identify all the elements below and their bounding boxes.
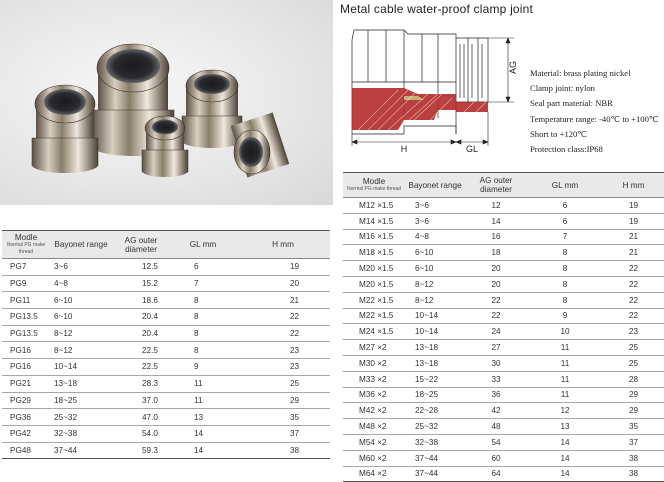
cell-model: M12 ×1.5 xyxy=(343,198,405,214)
header-h: H mm xyxy=(236,231,330,259)
dimension-gl-label: GL xyxy=(465,144,479,154)
pg-thread-table xyxy=(2,230,330,459)
cell-model: M33 ×2 xyxy=(343,371,405,387)
cell-gl: 14 xyxy=(527,466,603,482)
cell-bayonet-range: 4~8 xyxy=(50,275,112,292)
table-row xyxy=(343,276,664,292)
cell-ag-outer-diameter: 27 xyxy=(465,340,527,356)
cell-bayonet-range: 8~12 xyxy=(50,342,112,359)
cell-bayonet-range: 13~18 xyxy=(50,375,112,392)
table-row xyxy=(343,229,664,245)
table-row xyxy=(2,375,330,392)
cell-model: M54 ×2 xyxy=(343,434,405,450)
cell-h: 21 xyxy=(236,292,330,309)
cell-model: PG9 xyxy=(2,275,50,292)
cell-ag-outer-diameter: 48 xyxy=(465,419,527,435)
cell-gl: 7 xyxy=(170,275,236,292)
cell-h: 25 xyxy=(603,340,664,356)
cell-model: M22 ×1.5 xyxy=(343,308,405,324)
cell-ag-outer-diameter: 22.5 xyxy=(112,342,170,359)
cell-bayonet-range: 8~12 xyxy=(405,276,465,292)
cell-bayonet-range: 3~6 xyxy=(50,259,112,276)
cell-model: M18 ×1.5 xyxy=(343,245,405,261)
table-row xyxy=(343,198,664,214)
cell-gl: 11 xyxy=(527,355,603,371)
cell-gl: 11 xyxy=(170,392,236,409)
cell-model: PG48 xyxy=(2,442,50,459)
table-row xyxy=(343,403,664,419)
cell-bayonet-range: 6~10 xyxy=(405,245,465,261)
cell-gl: 11 xyxy=(527,371,603,387)
cell-ag-outer-diameter: 33 xyxy=(465,371,527,387)
table-row xyxy=(343,261,664,277)
cell-bayonet-range: 25~32 xyxy=(405,419,465,435)
cell-ag-outer-diameter: 47.0 xyxy=(112,409,170,426)
cell-bayonet-range: 6~10 xyxy=(405,261,465,277)
section-hatch xyxy=(352,88,488,130)
table-row xyxy=(343,340,664,356)
table-row xyxy=(2,359,330,376)
cell-model: M20 ×1.5 xyxy=(343,261,405,277)
table-row xyxy=(343,213,664,229)
cell-ag-outer-diameter: 18.6 xyxy=(112,292,170,309)
cable-glands-image xyxy=(0,0,333,205)
cell-ag-outer-diameter: 20.4 xyxy=(112,309,170,326)
header-gl: GL mm xyxy=(527,173,603,198)
cell-h: 22 xyxy=(603,276,664,292)
cell-gl: 14 xyxy=(170,425,236,442)
cell-h: 29 xyxy=(236,392,330,409)
table-row xyxy=(343,466,664,482)
cell-ag-outer-diameter: 20 xyxy=(465,261,527,277)
cell-h: 21 xyxy=(603,229,664,245)
cell-bayonet-range: 37~44 xyxy=(405,450,465,466)
cell-gl: 8 xyxy=(527,276,603,292)
cell-model: PG13.5 xyxy=(2,325,50,342)
cell-gl: 8 xyxy=(170,342,236,359)
cell-gl: 8 xyxy=(170,325,236,342)
spec-short-temperature: Short to +120℃ xyxy=(530,128,587,139)
metric-table-body xyxy=(343,198,664,482)
dimension-ag-label: AG xyxy=(508,60,518,74)
cell-gl: 8 xyxy=(170,292,236,309)
spec-material: Material: brass plating nickel xyxy=(530,68,631,78)
cell-gl: 14 xyxy=(527,434,603,450)
cell-gl: 14 xyxy=(527,450,603,466)
cell-ag-outer-diameter: 30 xyxy=(465,355,527,371)
cell-bayonet-range: 10~14 xyxy=(405,308,465,324)
cell-gl: 6 xyxy=(170,259,236,276)
cell-ag-outer-diameter: 12.5 xyxy=(112,259,170,276)
cell-model: M60 ×2 xyxy=(343,450,405,466)
specs-list xyxy=(530,66,659,157)
cell-h: 35 xyxy=(603,419,664,435)
table-row xyxy=(343,371,664,387)
cell-bayonet-range: 8~12 xyxy=(405,292,465,308)
table-row xyxy=(343,245,664,261)
cell-h: 22 xyxy=(603,308,664,324)
header-ag-outer-diameter: AG outer diameter xyxy=(465,173,527,198)
diagram-title: Metal cable water-proof clamp joint xyxy=(340,2,534,16)
cell-gl: 11 xyxy=(527,387,603,403)
cell-model: M27 ×2 xyxy=(343,340,405,356)
cell-h: 37 xyxy=(603,434,664,450)
cell-model: M64 ×2 xyxy=(343,466,405,482)
table-row xyxy=(343,419,664,435)
cell-gl: 13 xyxy=(170,409,236,426)
cell-gl: 9 xyxy=(527,308,603,324)
cell-h: 28 xyxy=(603,371,664,387)
cell-gl: 11 xyxy=(170,375,236,392)
cell-h: 25 xyxy=(603,355,664,371)
cell-ag-outer-diameter: 22 xyxy=(465,292,527,308)
cell-gl: 7 xyxy=(527,229,603,245)
table-row xyxy=(343,292,664,308)
cell-h: 19 xyxy=(603,213,664,229)
gland-left xyxy=(32,85,98,173)
cell-h: 20 xyxy=(236,275,330,292)
cell-bayonet-range: 15~22 xyxy=(405,371,465,387)
cell-ag-outer-diameter: 20.4 xyxy=(112,325,170,342)
header-modle: Modle Normal PG make thread xyxy=(2,231,50,259)
gland-small xyxy=(142,116,188,177)
table-row xyxy=(2,259,330,276)
spec-temperature-range: Temperature range: -40℃ to +100℃ xyxy=(530,113,659,124)
cell-h: 25 xyxy=(236,375,330,392)
cell-bayonet-range: 3~6 xyxy=(405,198,465,214)
cell-h: 22 xyxy=(603,261,664,277)
cell-model: PG16 xyxy=(2,359,50,376)
cell-ag-outer-diameter: 18 xyxy=(465,245,527,261)
table-row xyxy=(2,275,330,292)
cell-h: 38 xyxy=(603,466,664,482)
cell-ag-outer-diameter: 60 xyxy=(465,450,527,466)
table-row xyxy=(343,434,664,450)
cell-ag-outer-diameter: 24 xyxy=(465,324,527,340)
cell-h: 19 xyxy=(603,198,664,214)
cross-section-drawing xyxy=(338,18,528,158)
table-row xyxy=(343,308,664,324)
cell-h: 21 xyxy=(603,245,664,261)
cell-gl: 13 xyxy=(527,419,603,435)
cell-h: 22 xyxy=(236,309,330,326)
cell-h: 35 xyxy=(236,409,330,426)
cell-ag-outer-diameter: 59.3 xyxy=(112,442,170,459)
cell-model: M30 ×2 xyxy=(343,355,405,371)
header-h: H mm xyxy=(603,173,664,198)
cell-model: PG21 xyxy=(2,375,50,392)
header-modle: Modle Normal PG make thread xyxy=(343,173,405,198)
cell-model: PG7 xyxy=(2,259,50,276)
cell-ag-outer-diameter: 37.0 xyxy=(112,392,170,409)
spec-clamp-joint: Clamp joint: nylon xyxy=(530,83,595,94)
cell-model: M16 ×1.5 xyxy=(343,229,405,245)
table-row xyxy=(343,355,664,371)
cell-gl: 6 xyxy=(527,198,603,214)
cell-bayonet-range: 4~8 xyxy=(405,229,465,245)
cell-bayonet-range: 3~6 xyxy=(405,213,465,229)
cell-model: PG42 xyxy=(2,425,50,442)
header-bayonet-range: Bayonet range xyxy=(405,173,465,198)
cell-ag-outer-diameter: 16 xyxy=(465,229,527,245)
cell-bayonet-range: 6~10 xyxy=(50,309,112,326)
table-row xyxy=(2,409,330,426)
cell-bayonet-range: 22~28 xyxy=(405,403,465,419)
product-photo xyxy=(0,0,333,205)
cell-bayonet-range: 37~44 xyxy=(405,466,465,482)
cell-gl: 11 xyxy=(527,340,603,356)
pg-table-body xyxy=(2,259,330,459)
table-row xyxy=(2,292,330,309)
cell-bayonet-range: 10~14 xyxy=(405,324,465,340)
cell-model: PG11 xyxy=(2,292,50,309)
cell-model: PG13.5 xyxy=(2,309,50,326)
dimension-h-label: H xyxy=(400,144,408,154)
cell-bayonet-range: 25~32 xyxy=(50,409,112,426)
cell-h: 19 xyxy=(236,259,330,276)
cell-bayonet-range: 18~25 xyxy=(50,392,112,409)
cell-ag-outer-diameter: 42 xyxy=(465,403,527,419)
cell-ag-outer-diameter: 14 xyxy=(465,213,527,229)
header-ag-outer-diameter: AG outer diameter xyxy=(112,231,170,259)
cell-model: M22 ×1.5 xyxy=(343,292,405,308)
cell-ag-outer-diameter: 36 xyxy=(465,387,527,403)
cell-h: 23 xyxy=(603,324,664,340)
header-bayonet-range: Bayonet range xyxy=(50,231,112,259)
cell-model: M20 ×1.5 xyxy=(343,276,405,292)
table-row xyxy=(2,309,330,326)
table-row xyxy=(2,325,330,342)
cell-gl: 10 xyxy=(527,324,603,340)
table-row xyxy=(2,442,330,459)
cell-h: 22 xyxy=(603,292,664,308)
cell-model: M42 ×2 xyxy=(343,403,405,419)
cell-ag-outer-diameter: 12 xyxy=(465,198,527,214)
cell-gl: 12 xyxy=(527,403,603,419)
cell-gl: 8 xyxy=(527,245,603,261)
metric-thread-table xyxy=(343,172,664,482)
cell-model: M14 ×1.5 xyxy=(343,213,405,229)
cell-bayonet-range: 10~14 xyxy=(50,359,112,376)
cell-bayonet-range: 37~44 xyxy=(50,442,112,459)
cell-bayonet-range: 8~12 xyxy=(50,325,112,342)
cell-h: 38 xyxy=(236,442,330,459)
cell-model: M48 ×2 xyxy=(343,419,405,435)
cell-h: 38 xyxy=(603,450,664,466)
cell-bayonet-range: 32~38 xyxy=(50,425,112,442)
cell-bayonet-range: 18~25 xyxy=(405,387,465,403)
cell-ag-outer-diameter: 22.5 xyxy=(112,359,170,376)
table-row xyxy=(343,324,664,340)
cell-h: 23 xyxy=(236,359,330,376)
cell-model: M36 ×2 xyxy=(343,387,405,403)
table-row xyxy=(2,342,330,359)
cell-h: 23 xyxy=(236,342,330,359)
cell-gl: 8 xyxy=(170,309,236,326)
cell-model: PG16 xyxy=(2,342,50,359)
spec-seal-material: Seal part material: NBR xyxy=(530,98,613,109)
cell-model: PG29 xyxy=(2,392,50,409)
cell-bayonet-range: 13~18 xyxy=(405,340,465,356)
cell-model: PG36 xyxy=(2,409,50,426)
header-gl: GL mm xyxy=(170,231,236,259)
cell-bayonet-range: 6~10 xyxy=(50,292,112,309)
cell-ag-outer-diameter: 22 xyxy=(465,308,527,324)
cell-ag-outer-diameter: 64 xyxy=(465,466,527,482)
cell-gl: 6 xyxy=(527,213,603,229)
cell-ag-outer-diameter: 20 xyxy=(465,276,527,292)
table-row xyxy=(343,387,664,403)
cell-h: 29 xyxy=(603,387,664,403)
cell-model: M24 ×1.5 xyxy=(343,324,405,340)
cell-ag-outer-diameter: 54.0 xyxy=(112,425,170,442)
cell-ag-outer-diameter: 54 xyxy=(465,434,527,450)
cell-h: 37 xyxy=(236,425,330,442)
cell-gl: 8 xyxy=(527,261,603,277)
table-row xyxy=(343,450,664,466)
gland-right xyxy=(182,70,242,148)
cell-h: 22 xyxy=(236,325,330,342)
cell-bayonet-range: 32~38 xyxy=(405,434,465,450)
table-row xyxy=(2,392,330,409)
cell-ag-outer-diameter: 28.3 xyxy=(112,375,170,392)
cell-h: 29 xyxy=(603,403,664,419)
cell-bayonet-range: 13~18 xyxy=(405,355,465,371)
spec-protection-class: Protection class:IP68 xyxy=(530,144,603,155)
cell-gl: 9 xyxy=(170,359,236,376)
table-header-row xyxy=(343,173,664,198)
cell-gl: 14 xyxy=(170,442,236,459)
table-header-row xyxy=(2,231,330,259)
cell-ag-outer-diameter: 15.2 xyxy=(112,275,170,292)
cell-gl: 8 xyxy=(527,292,603,308)
